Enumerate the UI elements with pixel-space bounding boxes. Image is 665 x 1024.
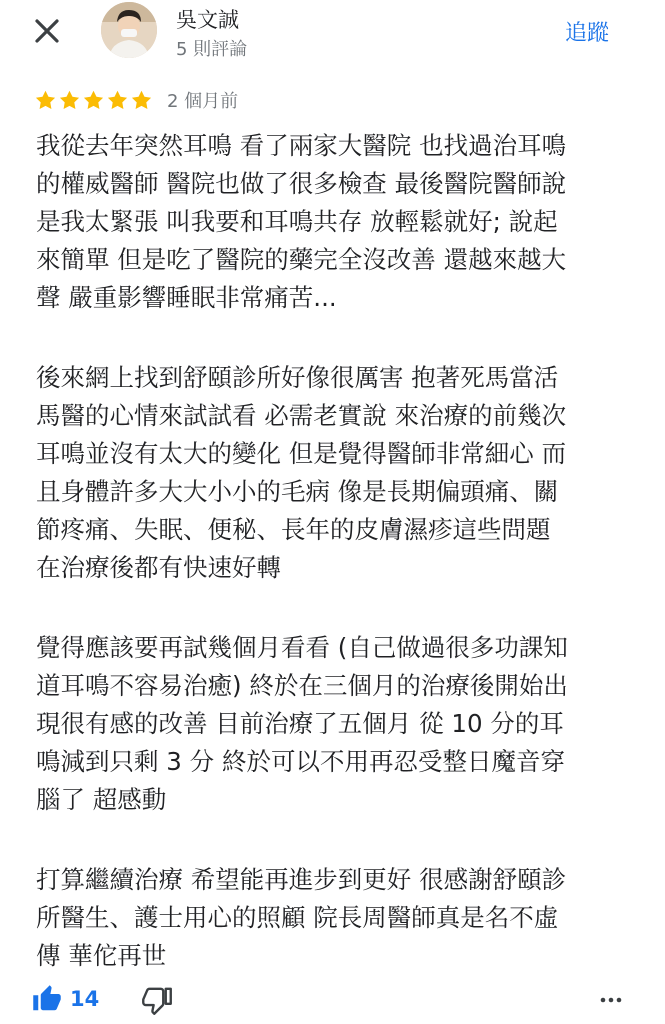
rating-row xyxy=(34,88,238,112)
user-name[interactable]: 吳文誠 xyxy=(176,8,239,32)
review-text xyxy=(36,127,636,1017)
star-icon xyxy=(130,89,153,112)
review-line: 現很有感的改善 目前治療了五個月 從 10 分的耳 xyxy=(36,709,564,738)
more-vert-icon xyxy=(599,988,623,1012)
review-paragraph xyxy=(36,861,636,975)
review-line: 後來網上找到舒頤診所好像很厲害 抱著死馬當活 xyxy=(36,363,559,392)
review-line: 且身體許多大大小小的毛病 像是長期偏頭痛、關 xyxy=(36,477,559,506)
review-paragraph xyxy=(36,629,636,819)
thumbs-down-icon xyxy=(142,985,172,1015)
review-paragraph xyxy=(36,127,636,317)
like-button[interactable] xyxy=(32,984,99,1014)
follow-button[interactable]: 追蹤 xyxy=(564,21,609,46)
review-line: 腦了 超感動 xyxy=(36,785,167,814)
star-icon xyxy=(34,89,57,112)
review-line: 節疼痛、失眠、便秘、長年的皮膚濕疹這些問題 xyxy=(36,515,551,544)
review-line: 是我太緊張 叫我要和耳鳴共存 放輕鬆就好; 說起 xyxy=(36,207,558,236)
star-rating xyxy=(34,89,153,112)
star-icon xyxy=(58,89,81,112)
review-line: 我從去年突然耳鳴 看了兩家大醫院 也找過治耳鳴 xyxy=(36,131,567,160)
review-line: 傳 華佗再世 xyxy=(36,941,167,970)
star-icon xyxy=(82,89,105,112)
review-header xyxy=(0,0,665,70)
review-line: 所醫生、護士用心的照顧 院長周醫師真是名不虛 xyxy=(36,903,559,932)
review-paragraph xyxy=(36,359,636,587)
star-icon xyxy=(106,89,129,112)
like-count: 14 xyxy=(70,987,100,1011)
dislike-button[interactable] xyxy=(142,985,172,1019)
review-line: 在治療後都有快速好轉 xyxy=(36,553,281,582)
review-line: 鳴減到只剩 3 分 終於可以不用再忍受整日魔音穿 xyxy=(36,747,565,776)
close-icon xyxy=(30,14,64,48)
review-time: 2 個月前 xyxy=(167,91,239,112)
review-line: 道耳鳴不容易治癒) 終於在三個月的治療後開始出 xyxy=(36,671,568,700)
review-line: 馬醫的心情來試試看 必需老實說 來治療的前幾次 xyxy=(36,401,567,430)
review-line: 覺得應該要再試幾個月看看 (自己做過很多功課知 xyxy=(36,633,568,662)
more-options-button[interactable] xyxy=(599,988,623,1016)
review-actions xyxy=(0,980,665,1024)
user-review-count: 5 則評論 xyxy=(176,39,248,60)
review-line: 的權威醫師 醫院也做了很多檢查 最後醫院醫師說 xyxy=(36,169,567,198)
thumbs-up-icon xyxy=(32,984,62,1014)
review-line: 來簡單 但是吃了醫院的藥完全沒改善 還越來越大 xyxy=(36,245,567,274)
review-line: 耳鳴並沒有太大的變化 但是覺得醫師非常細心 而 xyxy=(36,439,567,468)
review-line: 打算繼續治療 希望能再進步到更好 很感謝舒頤診 xyxy=(36,865,567,894)
avatar[interactable] xyxy=(101,2,157,58)
review-line: 聲 嚴重影響睡眠非常痛苦... xyxy=(36,283,337,312)
close-button[interactable] xyxy=(30,14,64,48)
